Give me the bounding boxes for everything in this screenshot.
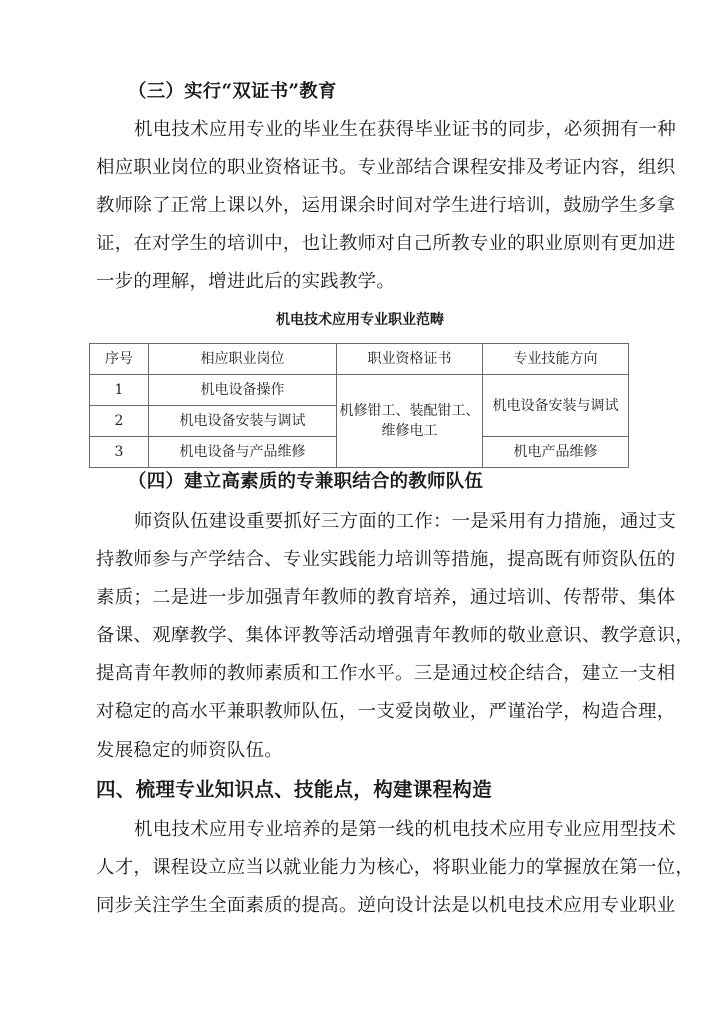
certificate-line: 维修电工 [381,423,438,439]
section-heading-four: 四、梳理专业知识点、技能点，构建课程构造 [96,778,493,801]
table-cell-position: 机电设备操作 [149,375,337,406]
paragraph-line: 发展稳定的师资队伍。 [96,740,283,761]
section-heading-4-sub: （四）建立高素质的专兼职结合的教师队伍 [128,471,484,492]
table-cell-position: 机电设备与产品维修 [149,437,337,468]
certificate-line: 机修钳工、装配钳工、 [339,403,480,419]
table-cell-certificate [337,375,483,468]
section-heading-3: （三）实行“双证书”教育 [128,81,337,102]
paragraph-line: 对稳定的高水平兼职教师队伍，一支爱岗敬业，严谨治学，构造合理， [96,701,676,722]
paragraph-line: 一步的理解，增进此后的实践教学。 [96,271,396,292]
table-caption: 机电技术应用专业职业范畴 [276,312,444,328]
paragraph-line: 机电技术应用专业的毕业生在获得毕业证书的同步，必须拥有一种 [134,119,677,140]
paragraph-line: 备课、观摩教学、集体评教等活动增强青年教师的敬业意识、教学意识， [96,625,695,646]
paragraph-line: 持教师参与产学结合、专业实践能力培训等措施，提高既有师资队伍的 [96,549,676,570]
paragraph-line: 师资队伍建设重要抓好三方面的工作：一是采用有力措施，通过支 [134,511,677,532]
table-row [90,375,629,406]
table-cell-skill: 机电设备安装与调试 [483,375,629,437]
table-header-cell: 序号 [90,344,149,375]
paragraph-line: 人才，课程设立应当以就业能力为核心，将职业能力的掌握放在第一位， [96,857,695,878]
table-cell-position: 机电设备安装与调试 [149,406,337,437]
paragraph-line: 素质；二是进一步加强青年教师的教育培养，通过培训、传帮带、集体 [96,587,676,608]
paragraph-line: 教师除了正常上课以外，运用课余时间对学生进行培训，鼓励学生多拿 [96,195,676,216]
paragraph-line: 同步关注学生全面素质的提高。逆向设计法是以机电技术应用专业职业 [96,895,676,916]
table-header-row [90,344,629,375]
table-header-cell: 专业技能方向 [483,344,629,375]
paragraph-line: 相应职业岗位的职业资格证书。专业部结合课程安排及考证内容，组织 [96,157,676,178]
paragraph-line: 提高青年教师的教师素质和工作水平。三是通过校企结合，建立一支相 [96,663,676,684]
table-header-cell: 相应职业岗位 [149,344,337,375]
table-header-cell: 职业资格证书 [337,344,483,375]
paragraph-line: 证，在对学生的培训中，也让教师对自己所教专业的职业原则有更加进 [96,233,676,254]
occupation-table [89,343,629,468]
table-cell-no: 2 [90,406,149,437]
table-cell-no: 1 [90,375,149,406]
table-cell-no: 3 [90,437,149,468]
paragraph-line: 机电技术应用专业培养的是第一线的机电技术应用专业应用型技术 [134,819,677,840]
table-cell-skill: 机电产品维修 [483,437,629,468]
